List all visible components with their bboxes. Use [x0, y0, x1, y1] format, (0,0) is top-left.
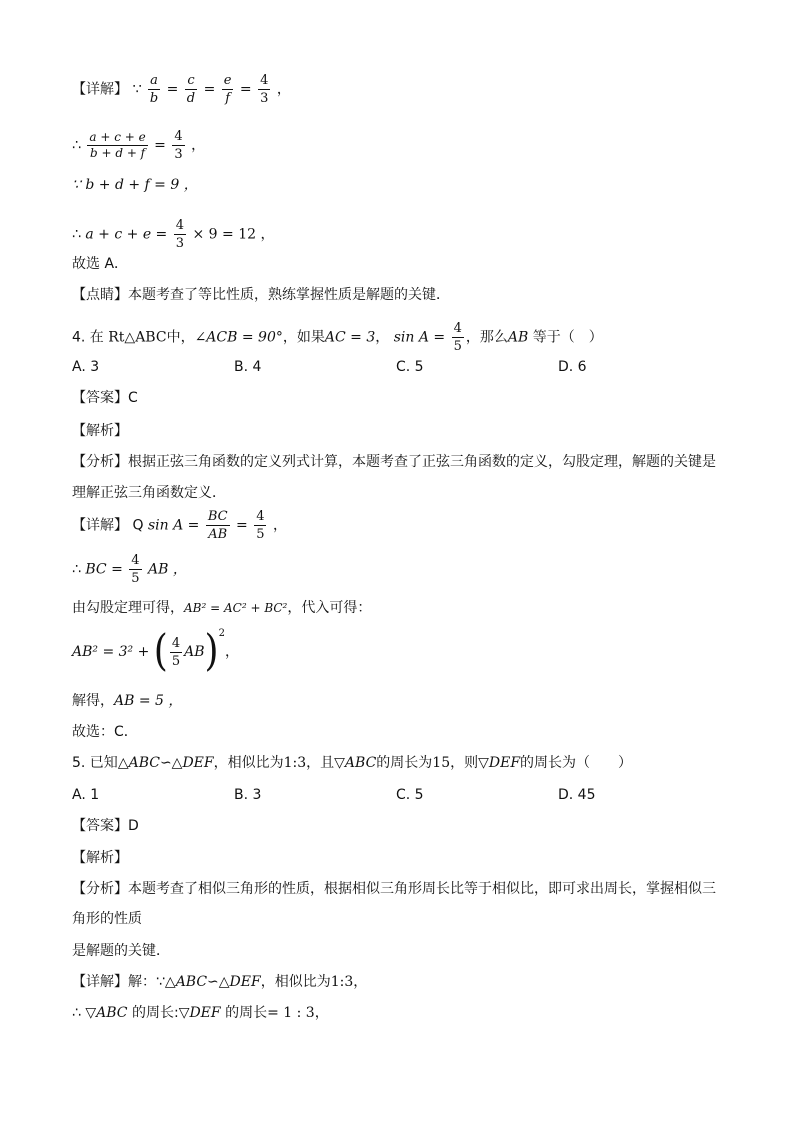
fraction-c-d: $\frac{c}{d}$ — [186, 73, 196, 106]
q5-option-a: A. 1 — [72, 787, 100, 803]
fraction-4-5: $\frac{4}{5}$ — [453, 321, 462, 354]
q5-detail-2: ∴ ▽ABC 的周长:▽DEF 的周长= 1 : 3， — [72, 1005, 329, 1021]
fraction-4-5: $\frac{4}{5}$ — [256, 509, 265, 542]
rhs: × 9 = 12 ， — [192, 226, 275, 243]
question-5: 5. 已知△ABC∽△DEF，相似比为1:3，且▽ABC的周长为15，则▽DEF的周长为（ ） — [72, 755, 633, 771]
q4-detail-2: ∴ BC = $\frac{4}{5}$ AB ， — [72, 553, 187, 586]
dianjing-text: 【点睛】本题考查了等比性质，熟练掌握性质是解题的关键． — [72, 287, 450, 303]
detail-line-3 — [72, 175, 198, 195]
because-symbol: ∵ — [132, 81, 142, 98]
q4-detail-5: 解得，AB = 5 ， — [72, 693, 183, 709]
equals: = — [239, 81, 252, 98]
q5-option-d: D. 45 — [558, 787, 596, 803]
fraction-4-3: $\frac{4}{3}$ — [174, 129, 183, 162]
q4-choose: 故选：C． — [72, 724, 138, 740]
choose-a — [72, 254, 128, 274]
q4-detail-3: 由勾股定理可得，AB² = AC² + BC²，代入可得： — [72, 600, 372, 616]
fraction-sum: $\frac{a + c + e}{b + d + f}$ — [89, 130, 146, 160]
equals: = — [166, 81, 179, 98]
comma: ， — [276, 81, 291, 98]
fraction-a-b: $\frac{a}{b}$ — [149, 73, 159, 106]
therefore-symbol: ∴ — [72, 226, 81, 243]
detail-line-4 — [72, 217, 274, 252]
q4-option-b: B. 4 — [234, 359, 262, 375]
fraction-bc-ab: $\frac{BC}{AB}$ — [207, 509, 228, 542]
fraction-4-3: $\frac{4}{3}$ — [175, 218, 185, 251]
q4-detail-4: AB² = 3² + ( $\frac{4}{5}$ AB)$^2$， — [72, 626, 239, 676]
lhs: a + c + e = — [85, 226, 168, 243]
choose-a-text: 故选 A． — [72, 256, 129, 272]
q5-answer: 【答案】D — [72, 818, 139, 834]
q4-answer: 【答案】C — [72, 390, 138, 406]
fraction-4-3: $\frac{4}{3}$ — [260, 73, 269, 106]
q4-jiexi: 【解析】 — [72, 423, 128, 439]
q5-fenxi-1: 【分析】本题考查了相似三角形的性质，根据相似三角形周长比等于相似比，即可求出周长，掌握相似三 — [72, 881, 716, 897]
q5-fenxi-3: 是解题的关键． — [72, 943, 170, 959]
fraction-e-f: $\frac{e}{f}$ — [223, 73, 232, 106]
detail-tag: 【详解】 — [72, 81, 128, 98]
sum-equation: ∵ b + d + f = 9 ， — [72, 177, 198, 193]
q5-detail-1: 【详解】解：∵△ABC∽△DEF，相似比为1:3， — [72, 974, 368, 990]
therefore-symbol: ∴ — [72, 137, 81, 154]
fraction-4-5: $\frac{4}{5}$ — [131, 553, 140, 586]
q4-option-d: D. 6 — [558, 359, 587, 375]
q4-option-c: C. 5 — [396, 359, 424, 375]
question-4: 4. 在 Rt△ABC中，∠ACB = 90°，如果AC = 3， sin A = $\frac{4}{5}$ ，那么AB 等于（ ） — [72, 321, 603, 354]
q4-detail-1: 【详解】 Q sin A = $\frac{BC}{AB}$ = $\frac{4}{5}$ ， — [72, 509, 287, 542]
dianjing-line — [72, 285, 450, 305]
q4-fenxi-1: 【分析】根据正弦三角函数的定义列式计算，本题考查了正弦三角函数的定义，勾股定理，解题的关键是 — [72, 454, 716, 470]
q4-option-a: A. 3 — [72, 359, 100, 375]
comma: ， — [191, 137, 206, 154]
q5-jiexi: 【解析】 — [72, 850, 128, 866]
q5-option-b: B. 3 — [234, 787, 262, 803]
equals: = — [203, 81, 216, 98]
q5-option-c: C. 5 — [396, 787, 424, 803]
detail-line-1 — [72, 72, 291, 107]
q4-fenxi-2: 理解正弦三角函数定义． — [72, 485, 226, 501]
detail-line-2 — [72, 128, 205, 163]
fraction-4-5: $\frac{4}{5}$ — [171, 635, 181, 669]
q5-fenxi-2: 角形的性质 — [72, 911, 142, 927]
equals: = — [154, 137, 166, 154]
